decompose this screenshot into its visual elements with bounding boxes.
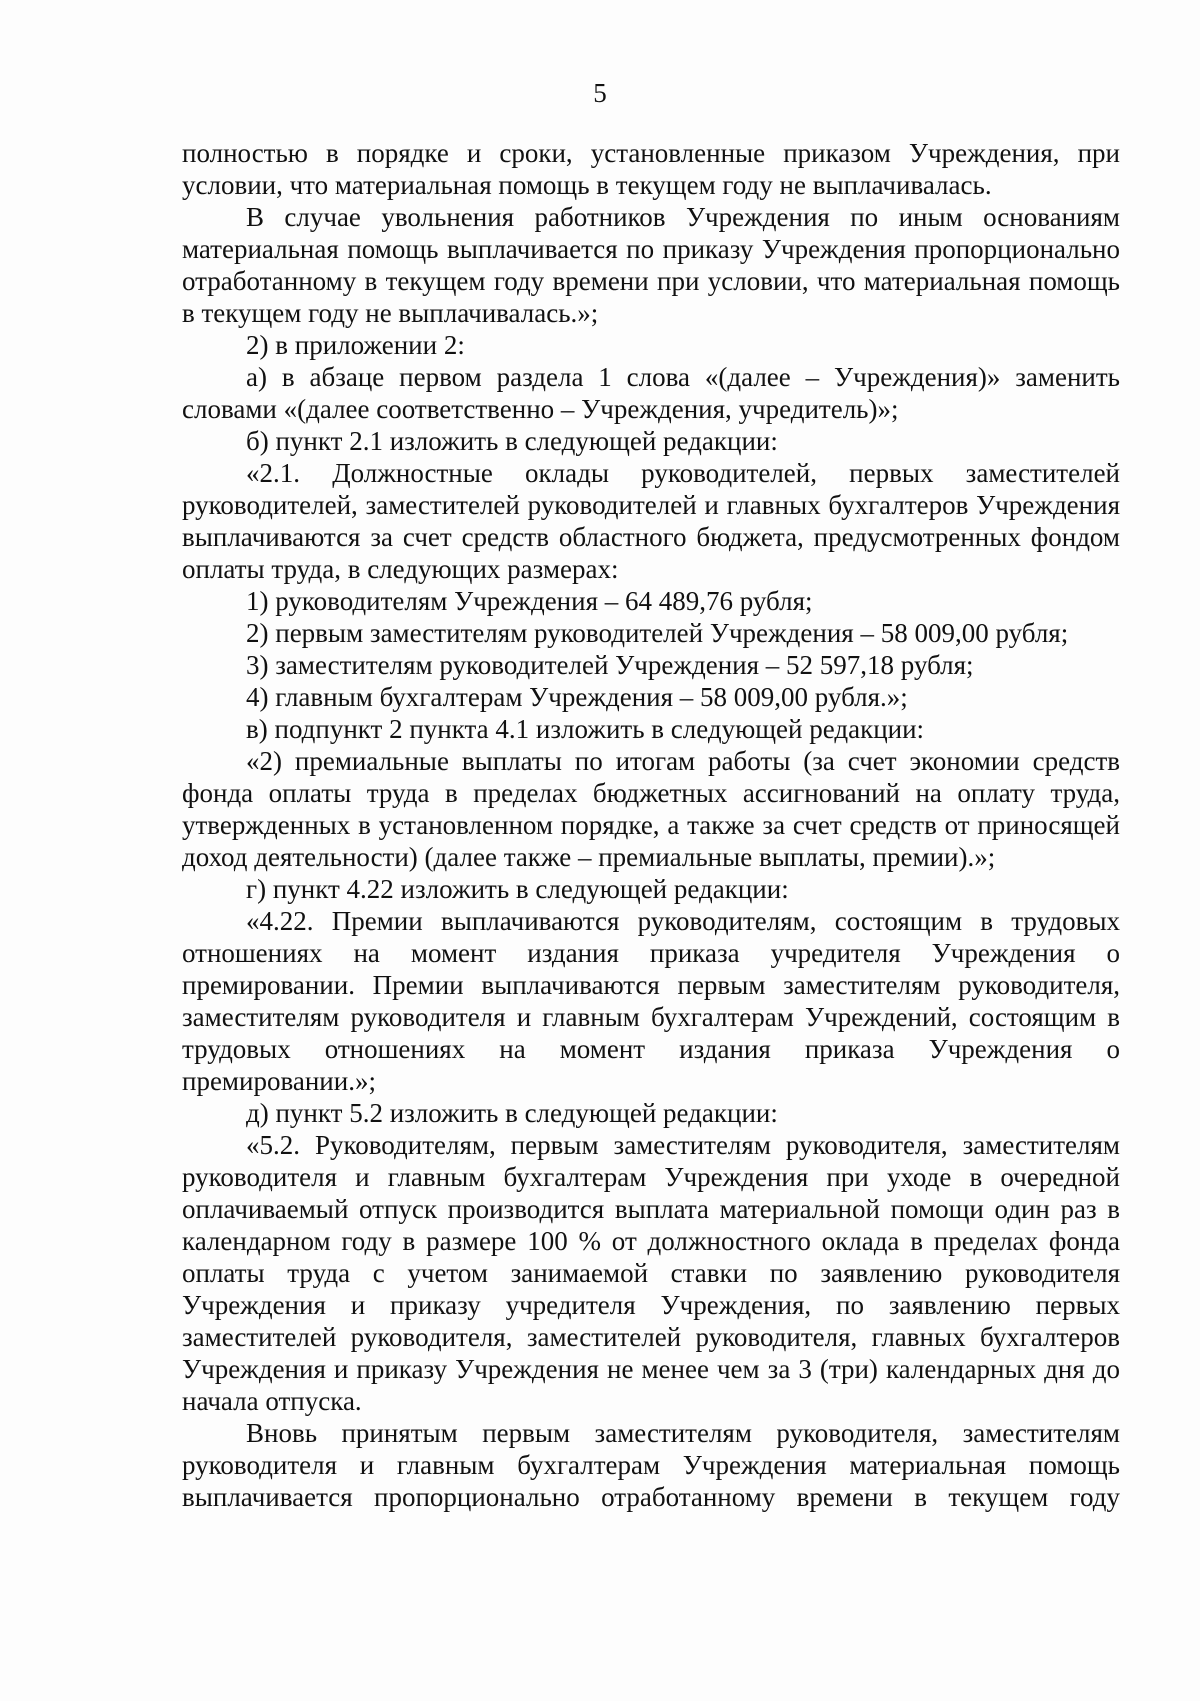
page-number: 5	[593, 78, 607, 108]
list-item: 1) руководителям Учреждения – 64 489,76 рубля;	[246, 586, 813, 616]
paragraph: д) пункт 5.2 изложить в следующей редакции:	[246, 1098, 778, 1128]
paragraph: «5.2. Руководителям, первым заместителям руководителя, заместителям руководителя и главным бухгалтерам Учреждения при уходе в очередной оплачиваемый отпуск производится выплата материальной помощи один раз в календарном году в размере 100 % от должностного оклада в пределах фонда оплаты труда с учетом занимаемой ставки по заявлению руководителя Учреждения и приказу учредителя Учреждения, по заявлению первых заместителей руководителя, заместителей руководителя, главных бухгалтеров Учреждения и приказу Учреждения не менее чем за 3 (три) календарных дня до начала отпуска.	[182, 1130, 1120, 1416]
paragraph: «2) премиальные выплаты по итогам работы (за счет экономии средств фонда оплаты труда в пределах бюджетных ассигнований на оплату труда, утвержденных в установленном порядке, а также за счет средств от приносящей доход деятельности) (далее также – премиальные выплаты, премии).»;	[182, 746, 1120, 872]
paragraph: Вновь принятым первым заместителям руководителя, заместителям руководителя и главным бухгалтерам Учреждения материальная помощь выплачивается пропорционально отработанному времени в текущем году	[182, 1418, 1120, 1512]
paragraph: «4.22. Премии выплачиваются руководителям, состоящим в трудовых отношениях на момент издания приказа учредителя Учреждения о премировании. Премии выплачиваются первым заместителям руководителя, заместителям руководителя и главным бухгалтерам Учреждений, состоящим в трудовых отношениях на момент издания приказа Учреждения о премировании.»;	[182, 906, 1120, 1096]
paragraph: а) в абзаце первом раздела 1 слова «(далее – Учреждения)» заменить словами «(далее соответственно – Учреждения, учредитель)»;	[182, 362, 1120, 424]
paragraph: в) подпункт 2 пункта 4.1 изложить в следующей редакции:	[246, 714, 925, 744]
paragraph: б) пункт 2.1 изложить в следующей редакции:	[246, 426, 778, 456]
list-item: 4) главным бухгалтерам Учреждения – 58 009,00 рубля.»;	[246, 682, 908, 712]
paragraph: 2) в приложении 2:	[246, 330, 465, 360]
paragraph: «2.1. Должностные оклады руководителей, первых заместителей руководителей, заместителей руководителей и главных бухгалтеров Учреждения выплачиваются за счет средств областного бюджета, предусмотренных фондом оплаты труда, в следующих размерах:	[182, 458, 1120, 584]
list-item: 2) первым заместителям руководителей Учреждения – 58 009,00 рубля;	[246, 618, 1069, 648]
paragraph: г) пункт 4.22 изложить в следующей редакции:	[246, 874, 789, 904]
paragraph: полностью в порядке и сроки, установленные приказом Учреждения, при условии, что материальная помощь в текущем году не выплачивалась.	[182, 138, 1120, 200]
list-item: 3) заместителям руководителей Учреждения – 52 597,18 рубля;	[246, 650, 974, 680]
document-body	[182, 137, 1120, 1513]
paragraph: В случае увольнения работников Учреждения по иным основаниям материальная помощь выплачивается по приказу Учреждения пропорционально отработанному в текущем году времени при условии, что материальная помощь в текущем году не выплачивалась.»;	[182, 202, 1120, 328]
